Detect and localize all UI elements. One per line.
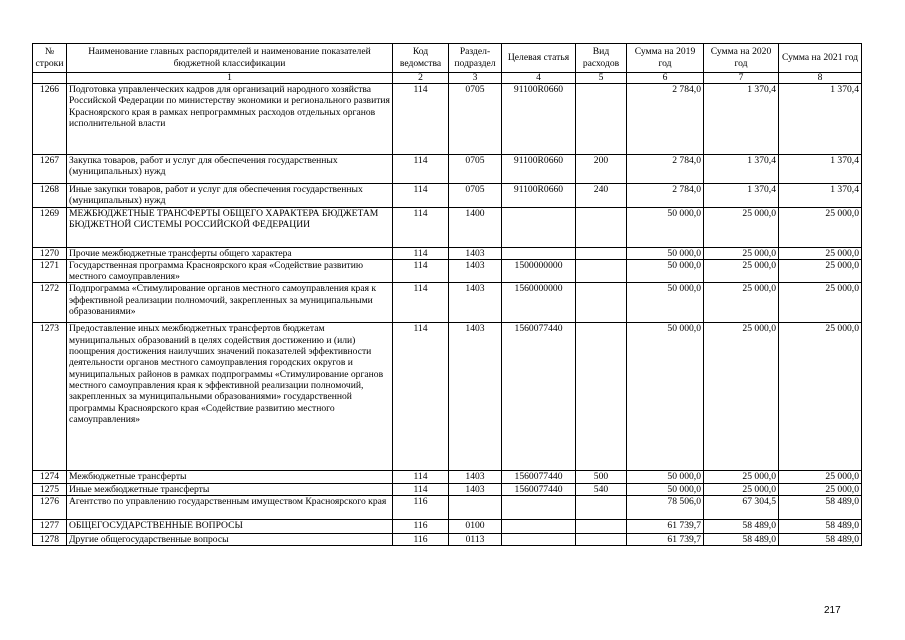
row-number-cell: 1273	[33, 323, 67, 471]
sum-2020-cell: 25 000,0	[704, 283, 779, 323]
sum-2020-cell: 58 489,0	[704, 520, 779, 534]
sum-2019-cell: 61 739,7	[627, 534, 704, 546]
statya-code-cell	[502, 496, 576, 520]
razdel-code-cell: 1403	[449, 323, 502, 471]
header-cell-ved: Код ведомства	[393, 44, 449, 73]
column-number-cell: 6	[627, 73, 704, 84]
sum-2020-cell: 1 370,4	[704, 184, 779, 208]
sum-2019-cell: 50 000,0	[627, 471, 704, 483]
razdel-code-cell: 1403	[449, 259, 502, 283]
row-number-cell: 1271	[33, 259, 67, 283]
row-number-cell: 1275	[33, 483, 67, 495]
sum-2021-cell: 58 489,0	[779, 496, 862, 520]
sum-2021-cell: 58 489,0	[779, 520, 862, 534]
row-name-cell: Иные межбюджетные трансферты	[67, 483, 393, 495]
vid-code-cell: 200	[576, 155, 627, 184]
razdel-code-cell: 1403	[449, 247, 502, 259]
sum-2020-cell: 25 000,0	[704, 483, 779, 495]
sum-2021-cell: 25 000,0	[779, 483, 862, 495]
razdel-code-cell: 0113	[449, 534, 502, 546]
ved-code-cell: 114	[393, 247, 449, 259]
vid-code-cell: 500	[576, 471, 627, 483]
column-number-cell: 8	[779, 73, 862, 84]
sum-2019-cell: 50 000,0	[627, 483, 704, 495]
table-row	[33, 184, 862, 208]
vid-code-cell	[576, 323, 627, 471]
statya-code-cell	[502, 520, 576, 534]
row-name-cell: ОБЩЕГОСУДАРСТВЕННЫЕ ВОПРОСЫ	[67, 520, 393, 534]
ved-code-cell: 114	[393, 259, 449, 283]
budget-table	[32, 43, 862, 546]
header-cell-statya: Целевая статья	[502, 44, 576, 73]
razdel-code-cell: 0100	[449, 520, 502, 534]
statya-code-cell	[502, 534, 576, 546]
sum-2019-cell: 2 784,0	[627, 184, 704, 208]
vid-code-cell	[576, 283, 627, 323]
table-row	[33, 534, 862, 546]
sum-2020-cell: 67 304,5	[704, 496, 779, 520]
row-name-cell: Иные закупки товаров, работ и услуг для обеспечения государственных (муниципальных) нужд	[67, 184, 393, 208]
sum-2020-cell: 1 370,4	[704, 84, 779, 155]
vid-code-cell	[576, 84, 627, 155]
sum-2021-cell: 25 000,0	[779, 259, 862, 283]
razdel-code-cell: 0705	[449, 84, 502, 155]
vid-code-cell	[576, 247, 627, 259]
sum-2020-cell: 25 000,0	[704, 247, 779, 259]
table-row	[33, 84, 862, 155]
statya-code-cell: 91100R0660	[502, 84, 576, 155]
table-row	[33, 283, 862, 323]
sum-2020-cell: 58 489,0	[704, 534, 779, 546]
sum-2021-cell: 25 000,0	[779, 471, 862, 483]
ved-code-cell: 116	[393, 496, 449, 520]
sum-2021-cell: 25 000,0	[779, 207, 862, 247]
vid-code-cell	[576, 520, 627, 534]
statya-code-cell: 1500000000	[502, 259, 576, 283]
row-number-cell: 1272	[33, 283, 67, 323]
statya-code-cell: 1560077440	[502, 323, 576, 471]
sum-2020-cell: 1 370,4	[704, 155, 779, 184]
row-name-cell: Подготовка управленческих кадров для организаций народного хозяйства Российской Федерации по министерству экономики и регионального развития Красноярского края в рамках непрограммных расходов отдельных органов исполнительной власти	[67, 84, 393, 155]
razdel-code-cell: 1403	[449, 483, 502, 495]
row-number-cell: 1268	[33, 184, 67, 208]
statya-code-cell: 1560077440	[502, 483, 576, 495]
column-number-row	[33, 73, 862, 84]
column-number-cell: 5	[576, 73, 627, 84]
sum-2020-cell: 25 000,0	[704, 471, 779, 483]
row-number-cell: 1277	[33, 520, 67, 534]
row-number-cell: 1266	[33, 84, 67, 155]
sum-2019-cell: 78 506,0	[627, 496, 704, 520]
sum-2021-cell: 25 000,0	[779, 247, 862, 259]
razdel-code-cell: 0705	[449, 184, 502, 208]
row-number-cell: 1276	[33, 496, 67, 520]
column-number-cell: 2	[393, 73, 449, 84]
table-row	[33, 259, 862, 283]
razdel-code-cell: 1403	[449, 471, 502, 483]
razdel-code-cell: 1400	[449, 207, 502, 247]
row-name-cell: МЕЖБЮДЖЕТНЫЕ ТРАНСФЕРТЫ ОБЩЕГО ХАРАКТЕРА БЮДЖЕТАМ БЮДЖЕТНОЙ СИСТЕМЫ РОССИЙСКОЙ ФЕДЕРАЦИИ	[67, 207, 393, 247]
sum-2019-cell: 61 739,7	[627, 520, 704, 534]
column-number-cell	[33, 73, 67, 84]
row-name-cell: Другие общегосударственные вопросы	[67, 534, 393, 546]
table-row	[33, 155, 862, 184]
row-name-cell: Предоставление иных межбюджетных трансфертов бюджетам муниципальных образований в целях содействия достижению и (или) поощрения достижения наилучших значений показателей эффективности деятельности органов местного самоуправления городских округов и муниципальных районов в рамках подпрограммы «Стимулирование органов местного самоуправления края к эффективной реализации полномочий, закрепленных за муниципальными образованиями» государственной программы Красноярского края «Содействие развитию местного самоуправления»	[67, 323, 393, 471]
statya-code-cell: 91100R0660	[502, 155, 576, 184]
table-row	[33, 483, 862, 495]
header-cell-s2019: Сумма на 2019 год	[627, 44, 704, 73]
vid-code-cell	[576, 259, 627, 283]
page-number: 217	[824, 605, 841, 616]
table-row	[33, 207, 862, 247]
vid-code-cell	[576, 496, 627, 520]
statya-code-cell: 1560000000	[502, 283, 576, 323]
sum-2019-cell: 50 000,0	[627, 247, 704, 259]
column-number-cell: 7	[704, 73, 779, 84]
sum-2020-cell: 25 000,0	[704, 259, 779, 283]
razdel-code-cell: 1403	[449, 283, 502, 323]
row-number-cell: 1270	[33, 247, 67, 259]
row-number-cell: 1274	[33, 471, 67, 483]
sum-2019-cell: 50 000,0	[627, 323, 704, 471]
row-name-cell: Государственная программа Красноярского края «Содействие развитию местного самоуправления»	[67, 259, 393, 283]
sum-2020-cell: 25 000,0	[704, 207, 779, 247]
razdel-code-cell: 0705	[449, 155, 502, 184]
ved-code-cell: 116	[393, 520, 449, 534]
table-row	[33, 247, 862, 259]
row-name-cell: Межбюджетные трансферты	[67, 471, 393, 483]
header-cell-s2020: Сумма на 2020 год	[704, 44, 779, 73]
table-body	[33, 84, 862, 546]
ved-code-cell: 114	[393, 184, 449, 208]
ved-code-cell: 114	[393, 471, 449, 483]
header-cell-vid: Вид расходов	[576, 44, 627, 73]
row-number-cell: 1267	[33, 155, 67, 184]
vid-code-cell: 240	[576, 184, 627, 208]
statya-code-cell: 91100R0660	[502, 184, 576, 208]
row-name-cell: Закупка товаров, работ и услуг для обеспечения государственных (муниципальных) нужд	[67, 155, 393, 184]
table-row	[33, 471, 862, 483]
statya-code-cell: 1560077440	[502, 471, 576, 483]
table-row	[33, 323, 862, 471]
vid-code-cell: 540	[576, 483, 627, 495]
sum-2019-cell: 2 784,0	[627, 84, 704, 155]
column-number-cell: 1	[67, 73, 393, 84]
sum-2021-cell: 1 370,4	[779, 155, 862, 184]
header-cell-num: № строки	[33, 44, 67, 73]
sum-2021-cell: 25 000,0	[779, 283, 862, 323]
sum-2019-cell: 2 784,0	[627, 155, 704, 184]
header-cell-name: Наименование главных распорядителей и наименование показателей бюджетной классификации	[67, 44, 393, 73]
sum-2019-cell: 50 000,0	[627, 259, 704, 283]
ved-code-cell: 114	[393, 207, 449, 247]
sum-2021-cell: 58 489,0	[779, 534, 862, 546]
row-name-cell: Подпрограмма «Стимулирование органов местного самоуправления края к эффективной реализации полномочий, закрепленных за муниципальными образованиями»	[67, 283, 393, 323]
column-number-cell: 4	[502, 73, 576, 84]
row-name-cell: Агентство по управлению государственным имуществом Красноярского края	[67, 496, 393, 520]
sum-2021-cell: 25 000,0	[779, 323, 862, 471]
header-cell-razdel: Раздел-подраздел	[449, 44, 502, 73]
razdel-code-cell	[449, 496, 502, 520]
ved-code-cell: 116	[393, 534, 449, 546]
sum-2021-cell: 1 370,4	[779, 184, 862, 208]
header-row	[33, 44, 862, 73]
ved-code-cell: 114	[393, 283, 449, 323]
sum-2021-cell: 1 370,4	[779, 84, 862, 155]
sum-2019-cell: 50 000,0	[627, 283, 704, 323]
statya-code-cell	[502, 207, 576, 247]
ved-code-cell: 114	[393, 84, 449, 155]
statya-code-cell	[502, 247, 576, 259]
sum-2020-cell: 25 000,0	[704, 323, 779, 471]
table-row	[33, 520, 862, 534]
ved-code-cell: 114	[393, 483, 449, 495]
ved-code-cell: 114	[393, 155, 449, 184]
table-header	[33, 44, 862, 84]
row-name-cell: Прочие межбюджетные трансферты общего характера	[67, 247, 393, 259]
header-cell-s2021: Сумма на 2021 год	[779, 44, 862, 73]
row-number-cell: 1269	[33, 207, 67, 247]
vid-code-cell	[576, 534, 627, 546]
sum-2019-cell: 50 000,0	[627, 207, 704, 247]
row-number-cell: 1278	[33, 534, 67, 546]
table-row	[33, 496, 862, 520]
column-number-cell: 3	[449, 73, 502, 84]
vid-code-cell	[576, 207, 627, 247]
ved-code-cell: 114	[393, 323, 449, 471]
